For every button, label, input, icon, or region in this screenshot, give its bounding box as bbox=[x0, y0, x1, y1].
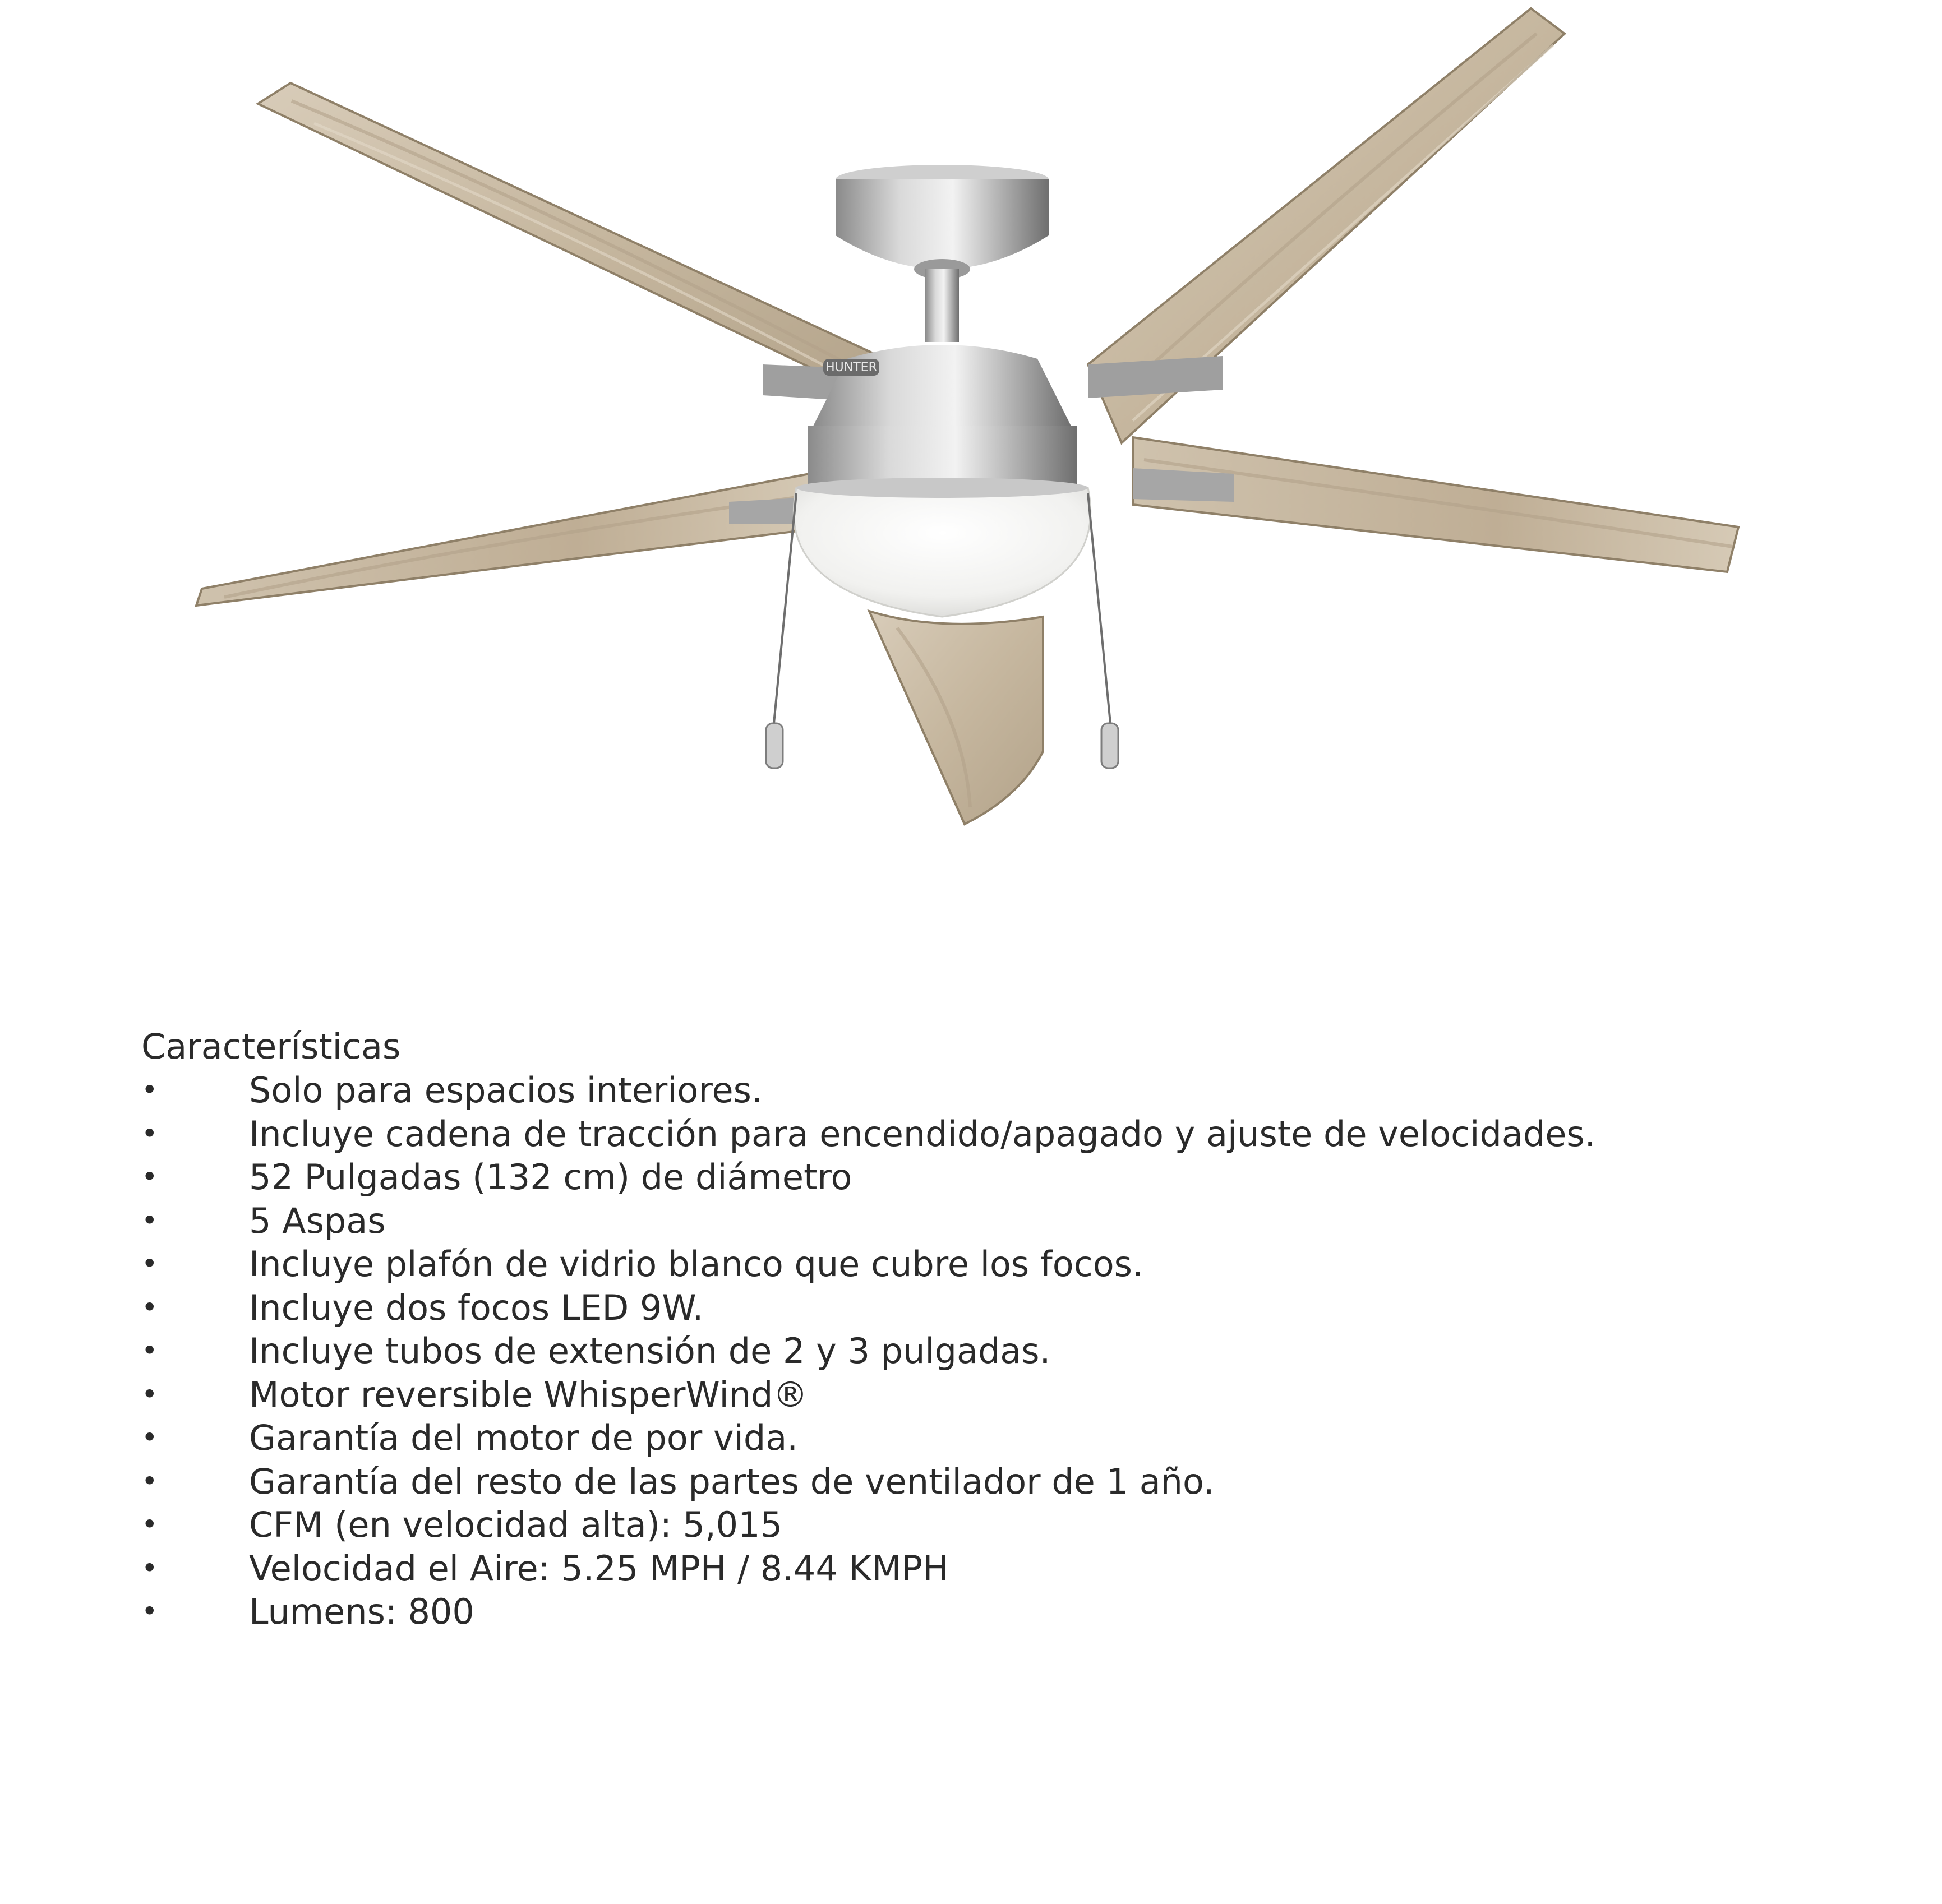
fan-blade-right bbox=[1133, 437, 1738, 572]
feature-text: Garantía del motor de por vida. bbox=[249, 1417, 798, 1458]
feature-item bbox=[141, 1590, 1880, 1634]
feature-item bbox=[141, 1112, 1880, 1156]
feature-item bbox=[141, 1373, 1880, 1417]
features-list bbox=[141, 1069, 1880, 1634]
ceiling-canopy bbox=[836, 165, 1049, 342]
features-section bbox=[141, 1025, 1880, 1634]
bullet-icon: • bbox=[141, 1204, 158, 1237]
light-kit-glass bbox=[794, 478, 1090, 617]
bullet-icon: • bbox=[141, 1291, 158, 1324]
feature-item bbox=[141, 1156, 1880, 1199]
feature-text: Garantía del resto de las partes de ventilador de 1 año. bbox=[249, 1461, 1215, 1502]
fan-blade-left bbox=[196, 471, 830, 606]
feature-text: Incluye plafón de vidrio blanco que cubre los focos. bbox=[249, 1244, 1143, 1284]
feature-item bbox=[141, 1286, 1880, 1330]
feature-text: Velocidad el Aire: 5.25 MPH / 8.44 KMPH bbox=[249, 1547, 949, 1589]
bullet-icon: • bbox=[141, 1334, 158, 1367]
bullet-icon: • bbox=[141, 1247, 158, 1280]
feature-text: Incluye dos focos LED 9W. bbox=[249, 1287, 704, 1328]
bullet-icon: • bbox=[141, 1074, 158, 1106]
bullet-icon: • bbox=[141, 1378, 158, 1411]
bullet-icon: • bbox=[141, 1117, 158, 1150]
feature-item bbox=[141, 1242, 1880, 1286]
feature-text: 52 Pulgadas (132 cm) de diámetro bbox=[249, 1157, 852, 1198]
feature-item bbox=[141, 1503, 1880, 1547]
bullet-icon: • bbox=[141, 1551, 158, 1584]
bullet-icon: • bbox=[141, 1595, 158, 1628]
feature-item bbox=[141, 1416, 1880, 1460]
feature-item bbox=[141, 1460, 1880, 1504]
feature-text: CFM (en velocidad alta): 5,015 bbox=[249, 1504, 783, 1545]
bullet-icon: • bbox=[141, 1161, 158, 1193]
ceiling-fan-image bbox=[168, 0, 1795, 841]
feature-item bbox=[141, 1547, 1880, 1591]
feature-text: Incluye tubos de extensión de 2 y 3 pulgadas. bbox=[249, 1330, 1051, 1371]
feature-text: 5 Aspas bbox=[249, 1200, 386, 1241]
motor-housing bbox=[808, 345, 1077, 488]
feature-item bbox=[141, 1069, 1880, 1112]
feature-item bbox=[141, 1329, 1880, 1373]
fan-blade-front bbox=[869, 611, 1043, 824]
bullet-icon: • bbox=[141, 1421, 158, 1454]
fan-blade-upper-left bbox=[258, 83, 897, 404]
feature-text: Lumens: 800 bbox=[249, 1591, 474, 1632]
features-title: Características bbox=[141, 1026, 401, 1067]
feature-text: Solo para espacios interiores. bbox=[249, 1070, 763, 1111]
feature-text: Incluye cadena de tracción para encendido/apagado y ajuste de velocidades. bbox=[249, 1113, 1596, 1154]
brand-logo: HUNTER bbox=[825, 361, 877, 375]
bullet-icon: • bbox=[141, 1464, 158, 1498]
feature-text: Motor reversible WhisperWind® bbox=[249, 1374, 808, 1415]
feature-item bbox=[141, 1199, 1880, 1243]
bullet-icon: • bbox=[141, 1508, 158, 1541]
